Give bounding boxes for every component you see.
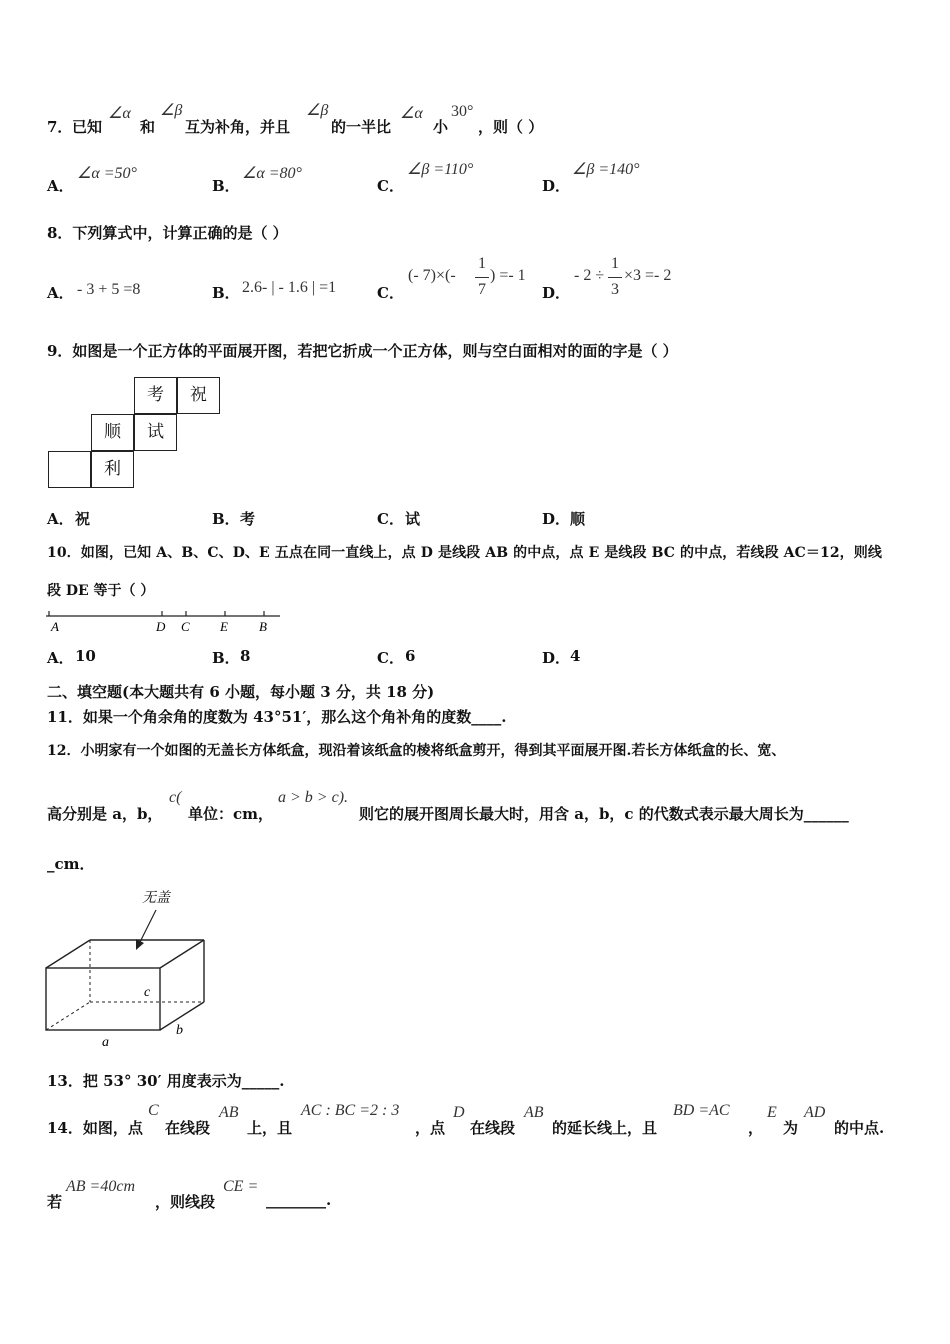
q9-option-a-label: A． [47,510,74,528]
q7-option-b-label: B． [212,177,240,195]
q14-text-7: ， [748,1119,764,1137]
q14-text-9: 的中点. [834,1119,885,1137]
q10-option-c-label: C． [377,649,404,667]
q7-beta: ∠β [160,102,183,119]
q9-option-b-label: B． [212,510,240,528]
q9-option-d-text: 顺 [570,510,586,528]
box-hidden-left-edge [46,1002,90,1030]
q7-text-6: ，则（ ） [478,118,544,136]
q8-option-d-label: D． [542,284,571,302]
box-top-right-edge [160,940,204,968]
cube-net-cell-shun: 顺 [91,414,134,451]
q12-line-2-text-3: 则它的展开图周长最大时，用含 a，b，c 的代数式表示最大周长为______ [359,805,849,823]
q10-option-d-text: 4 [570,647,581,665]
q8-option-d-post: ×3 =- 2 [624,267,672,284]
q12-box-figure [40,884,230,1054]
q7-option-a-expr: ∠α =50° [77,165,137,182]
q14-text-3: 上，且 [247,1119,293,1137]
cube-net-cell-li: 利 [91,451,134,488]
q9-option-b-text: 考 [240,510,256,528]
q12-math-inequality: a > b > c). [278,789,349,806]
q8-option-c-fraction-bar [475,277,489,278]
cube-net-cell-kao: 考 [134,377,177,414]
q9-option-a-text: 祝 [75,510,91,528]
q7-text-3: 互为补角，并且 [185,118,291,136]
q14-text-6: 的延长线上，且 [552,1119,658,1137]
q10-option-c-text: 6 [405,647,416,665]
box-lid-label: 无盖 [142,890,170,906]
q7-option-d-expr: ∠β =140° [572,161,640,178]
q14-math-ab-40: AB =40cm [66,1178,135,1195]
q7-alpha-2: ∠α [400,105,423,122]
section-2-heading: 二、填空题(本大题共有 6 小题，每小题 3 分，共 18 分) [47,683,435,701]
q13-text: 13．把 53° 30′ 用度表示为_____. [47,1072,285,1090]
q14-math-bd-ac: BD =AC [673,1102,730,1119]
q10-point-d: D [156,619,166,634]
q8-option-c-label: C． [377,284,404,302]
q14-math-ab: AB [219,1104,239,1121]
q14-text-4: ，点 [415,1119,446,1137]
q14-math-ad: AD [804,1104,826,1121]
q8-option-d-fraction-bar [608,277,622,278]
q8-option-d-pre: - 2 ÷ [574,267,605,284]
cube-net-cell-blank [48,451,91,488]
q10-option-a-label: A． [47,649,74,667]
q10-point-e: E [220,619,228,634]
cube-net-cell-zhu: 祝 [177,377,220,414]
q8-option-b-label: B． [212,284,240,302]
q8-option-d-numerator: 1 [611,255,619,272]
q9-option-d-label: D． [542,510,571,528]
q7-option-c-label: C． [377,177,404,195]
q7-alpha: ∠α [108,105,131,122]
box-dimension-b: b [176,1023,183,1038]
box-dimension-c: c [144,985,151,1000]
q9-option-c-text: 试 [405,510,421,528]
q9-option-c-label: C． [377,510,404,528]
q7-text-2: 和 [140,118,156,136]
q14-math-c: C [148,1102,159,1119]
q14-answer-blank: ________. [266,1191,332,1209]
q14-math-ab-2: AB [524,1104,544,1121]
q8-option-c-denominator: 7 [478,281,486,298]
q10-option-d-label: D． [542,649,571,667]
cube-net-cell-shi: 试 [134,414,177,451]
q12-line-2-text-2: 单位：cm， [188,805,274,823]
q7-30-degrees: 30° [451,103,474,120]
q8-option-a-label: A． [47,284,74,302]
q9-stem: 9．如图是一个正方体的平面展开图，若把它折成一个正方体，则与空白面相对的面的字是（ ） [47,342,678,360]
q8-option-c-numerator: 1 [478,255,486,272]
q7-beta-2: ∠β [306,102,329,119]
q12-line-1: 12．小明家有一个如图的无盖长方体纸盒，现沿着该纸盒的棱将纸盒剪开，得到其平面展开图.若长方体纸盒的长、宽、 [47,743,786,759]
q14-text-2: 在线段 [165,1119,211,1137]
q7-option-b-expr: ∠α =80° [242,165,302,182]
q14-text-8: 为 [783,1119,799,1137]
q7-option-c-expr: ∠β =110° [407,161,474,178]
q11-text: 11．如果一个角余角的度数为 43°51′，那么这个角补角的度数____. [47,708,507,726]
q10-point-b: B [259,619,267,634]
box-front-face [46,968,160,1030]
q10-option-a-text: 10 [75,647,96,665]
q7-text-1: 已知 [72,118,103,136]
q14-math-e: E [767,1104,777,1121]
q12-math-c: c( [169,789,182,806]
q10-line-2: 段 DE 等于（ ） [47,583,155,599]
q14-text-11: ，则线段 [155,1193,216,1211]
q14-math-ratio: AC : BC =2 : 3 [301,1102,400,1119]
q8-option-a-expr: - 3 + 5 =8 [77,281,141,298]
q10-point-c: C [181,619,190,634]
q10-line-1: 10．如图，已知 A、B、C、D、E 五点在同一直线上，点 D 是线段 AB 的中点，点 E 是线段 BC 的中点，若线段 AC＝12，则线 [47,545,882,561]
q14-math-ce: CE = [223,1178,259,1195]
q8-option-c-post: ) =- 1 [490,267,526,284]
q14-math-d: D [453,1104,465,1121]
q8-stem: 8．下列算式中，计算正确的是（ ） [47,224,288,242]
q7-text-5: 小 [433,118,449,136]
q8-option-b-expr: 2.6- | - 1.6 | =1 [242,279,337,296]
box-top-left-edge [46,940,90,968]
q10-option-b-text: 8 [240,647,251,665]
q7-option-a-label: A． [47,177,74,195]
q10-option-b-label: B． [212,649,240,667]
q12-line-3: _cm． [47,855,95,873]
q14-text-5: 在线段 [470,1119,516,1137]
q14-text-1: 14．如图，点 [47,1119,143,1137]
q10-line-segment-figure [44,605,284,635]
q12-line-2-text-1: 高分别是 a，b， [47,805,163,823]
q14-text-10: 若 [47,1193,63,1211]
q7-number: 7． [47,118,73,136]
q8-option-c-pre: (- 7)×(- [408,267,456,284]
q7-text-4: 的一半比 [331,118,392,136]
q10-point-a: A [51,619,59,634]
q8-option-d-denominator: 3 [611,281,619,298]
box-dimension-a: a [102,1035,109,1050]
q7-option-d-label: D． [542,177,571,195]
